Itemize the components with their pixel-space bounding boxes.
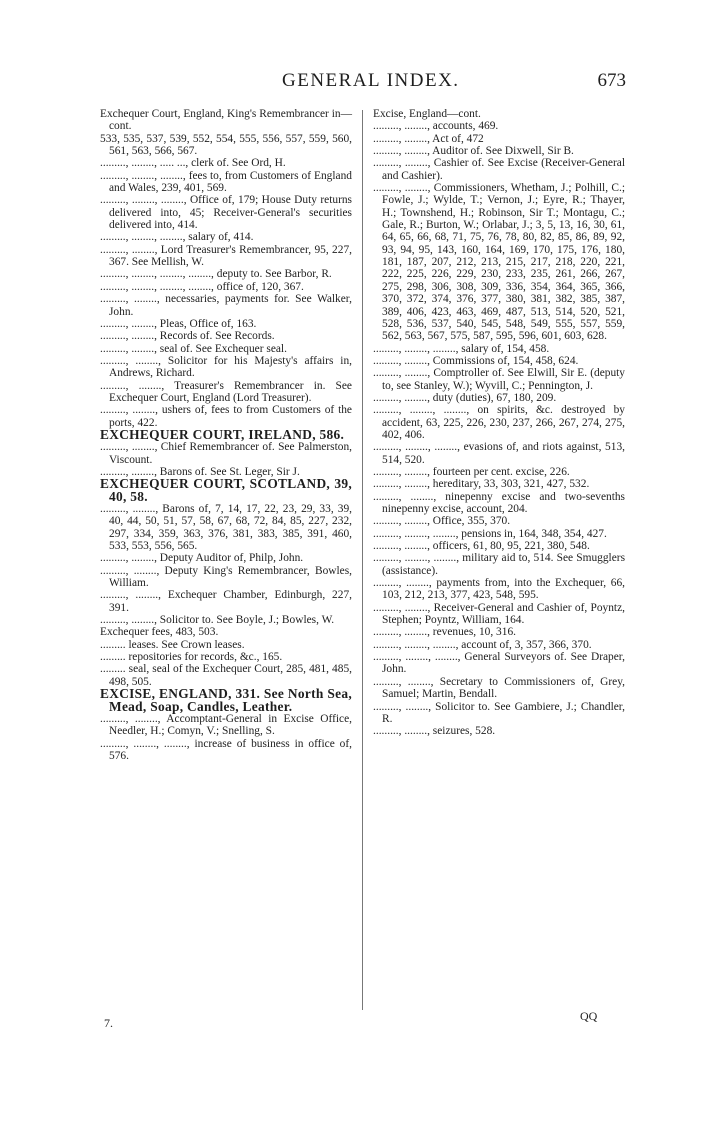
index-entry: ........., ........, ........, pensions in, 164, 348, 354, 427. — [373, 527, 607, 540]
index-entry: ........., ........, ushers of, fees to from Customers of the ports, 422. — [100, 404, 352, 429]
column-divider — [362, 110, 363, 1010]
index-entry: ........., ........, ..... ..., clerk of. See Ord, H. — [100, 157, 286, 170]
index-entry: ........., ........, Comptroller of. See Elwill, Sir E. (deputy to, see Stanley, W.); Wyvill, C.; Pennington, J. — [373, 367, 625, 392]
index-entry: ........., ........, ........, on spirits, &c. destroyed by accident, 63, 225, 226, 230, 237, 266, 267, 274, 275, 402, 406. — [373, 404, 625, 441]
index-entry: ........., ........, Receiver-General and Cashier of, Poyntz, Stephen; Poyntz, William, 164. — [373, 601, 625, 627]
index-entry: Excise, England—cont. — [373, 108, 481, 120]
index-entry: ........., ........, ........, military aid to, 514. See Smugglers (assistance). — [373, 552, 625, 577]
index-entry: ........., ........, Accomptant-General in Excise Office, Needler, H.; Comyn, V.; Snelling, S. — [100, 712, 352, 738]
index-entry: ........., ........, ........, ........, office of, 120, 367. — [100, 280, 304, 293]
index-entry: ........., ........, ........, General Surveyors of. See Draper, John. — [373, 651, 625, 676]
index-entry: ........., ........, Commissioners, Whetham, J.; Polhill, C.; Fowle, J.; Wylde, T.; Vernon, J.; Eyre, R.; Thayer, H.; Townshend, H.; Robinson, Sir T.; Montagu, C.; Gale, R.; Burton, W.; Orlabar, J.; 3, 5, 13, 16, 30, 61, 64, 65, 66, 68, 71, 75, 76, 78, 80, 82, 85, 86, 89, 92, 93, 94, 95, 143, 160, 164, 169, 170, 175, 176, 180, 181, 187, 207, 212, 213, 215, 217, 218, 220, 221, 222, 225, 226, 229, 230, 233, 235, 261, 266, 267, 275, 298, 306, 308, 309, 336, 354, 364, 365, 366, 370, 372, 374, 376, 377, 380, 381, 382, 385, 387, 389, 406, 423, 463, 469, 487, 513, 514, 520, 521, 528, 536, 537, 540, 545, 548, 549, 555, 557, 559, 562, 563, 567, 575, 587, 595, 596, 601, 603, 628. — [373, 182, 625, 343]
index-entry: ........., ........, revenues, 10, 316. — [373, 626, 516, 639]
signature-mark: 7. — [104, 1016, 113, 1030]
index-entry: ........., ........, hereditary, 33, 303, 321, 427, 532. — [373, 478, 590, 491]
index-entry: ........., ........, Barons of, 7, 14, 17, 22, 23, 29, 33, 39, 40, 44, 50, 51, 57, 58, 67, 68, 72, 84, 85, 227, 232, 297, 334, 359, 363, 376, 381, 383, 385, 391, 460, 533, 553, 556, 565. — [100, 503, 352, 553]
index-entry: ........., ........, ........, Office of, 179; House Duty returns delivered into, 45; Receiver-General's securities delivered into, 414. — [100, 194, 352, 232]
index-entry: ........., ........, officers, 61, 80, 95, 221, 380, 548. — [373, 540, 590, 553]
index-entry: ........., ........, seizures, 528. — [373, 725, 496, 738]
index-entry: ........., ........, Deputy King's Remembrancer, Bowles, William. — [100, 564, 352, 590]
index-entry: ........., ........, payments from, into the Exchequer, 66, 103, 212, 213, 377, 423, 548, 595. — [373, 577, 625, 602]
page-number: 673 — [597, 70, 626, 91]
index-entry: ......... repositories for records, &c., 165. — [100, 651, 283, 664]
right-column — [373, 108, 625, 738]
page-header — [0, 70, 722, 100]
index-entry: ........., ........, Chief Remembrancer of. See Palmerston, Viscount. — [100, 441, 352, 466]
index-entry: ........., ........, Cashier of. See Excise (Receiver-General and Cashier). — [373, 157, 625, 182]
index-entry: Exchequer fees, 483, 503. — [100, 626, 219, 639]
index-entry: ........., ........, ........, salary of, 154, 458. — [373, 342, 550, 355]
index-entry: ........., ........, Exchequer Chamber, Edinburgh, 227, 391. — [100, 589, 352, 614]
index-entry: ........., ........, Solicitor for his Majesty's affairs in, Andrews, Richard. — [100, 354, 352, 380]
index-entry: ........., ........, seal of. See Exchequer seal. — [100, 342, 287, 355]
index-entry: ........., ........, ........, increase of business in office of, 576. — [100, 737, 352, 762]
index-entry: ........., ........, Auditor of. See Dixwell, Sir B. — [373, 145, 574, 158]
index-heading: EXCHEQUER COURT, IRELAND, 586. — [100, 426, 345, 442]
index-entry: ........., ........, ........, ........, deputy to. See Barbor, R. — [100, 268, 332, 281]
index-entry: ........., ........, Deputy Auditor of, Philp, John. — [100, 552, 304, 565]
index-entry: ........., ........, necessaries, payments for. See Walker, John. — [100, 293, 352, 318]
index-entry: ........., ........, Solicitor to. See Gambiere, J.; Chandler, R. — [373, 700, 625, 725]
index-entry: ........., ........, ........, account of, 3, 357, 366, 370. — [373, 638, 592, 651]
index-entry: ........., ........, Barons of. See St. Leger, Sir J. — [100, 465, 300, 478]
index-entry: ........., ........, Solicitor to. See Boyle, J.; Bowles, W. — [100, 614, 335, 627]
index-entry: ........., ........, Commissions of, 154, 458, 624. — [373, 354, 579, 367]
index-entry: ........., ........, ........, evasions of, and riots against, 513, 514, 520. — [373, 441, 625, 466]
index-entry: ........., ........, duty (duties), 67, 180, 209. — [373, 391, 557, 404]
index-entry: 533, 535, 537, 539, 552, 554, 555, 556, 557, 559, 560, 561, 563, 566, 567. — [100, 132, 352, 158]
index-entry: Exchequer Court, England, King's Remembrancer in—cont. — [100, 108, 352, 133]
index-entry: ........., ........, Pleas, Office of, 163. — [100, 317, 257, 330]
index-entry: ........., ........, ........, salary of, 414. — [100, 231, 254, 244]
index-entry: ........., ........, Secretary to Commissioners of, Grey, Samuel; Martin, Bendall. — [373, 675, 625, 701]
index-entry: ........., ........, fourteen per cent. excise, 226. — [373, 465, 570, 478]
index-entry: ........., ........, Records of. See Records. — [100, 330, 275, 343]
index-entry: ........., ........, ninepenny excise and two-sevenths ninepenny excise, account, 204. — [373, 490, 625, 515]
index-entry: ......... leases. See Crown leases. — [100, 638, 245, 651]
index-entry: ........., ........, accounts, 469. — [373, 120, 499, 133]
index-heading: EXCHEQUER COURT, SCOTLAND, 39, 40, 58. — [100, 476, 352, 504]
index-entry: ........., ........, Lord Treasurer's Remembrancer, 95, 227, 367. See Mellish, W. — [100, 243, 352, 269]
index-entry: ........., ........, Treasurer's Remembrancer in. See Exchequer Court, England (Lord Treasurer). — [100, 379, 352, 404]
index-entry: ........., ........, ........, fees to, from Customers of England and Wales, 239, 401, 569. — [100, 169, 352, 195]
index-entry: ........., ........, Office, 355, 370. — [373, 515, 511, 528]
left-column — [100, 108, 352, 762]
catchword: QQ — [580, 1009, 598, 1023]
index-entry: ......... seal, seal of the Exchequer Court, 285, 481, 485, 498, 505. — [100, 663, 352, 688]
index-heading: EXCISE, ENGLAND, 331. See North Sea, Mead, Soap, Candles, Leather. — [100, 686, 352, 714]
index-entry: ........., ........, Act of, 472 — [373, 132, 484, 145]
page-title: GENERAL INDEX. — [282, 70, 460, 91]
